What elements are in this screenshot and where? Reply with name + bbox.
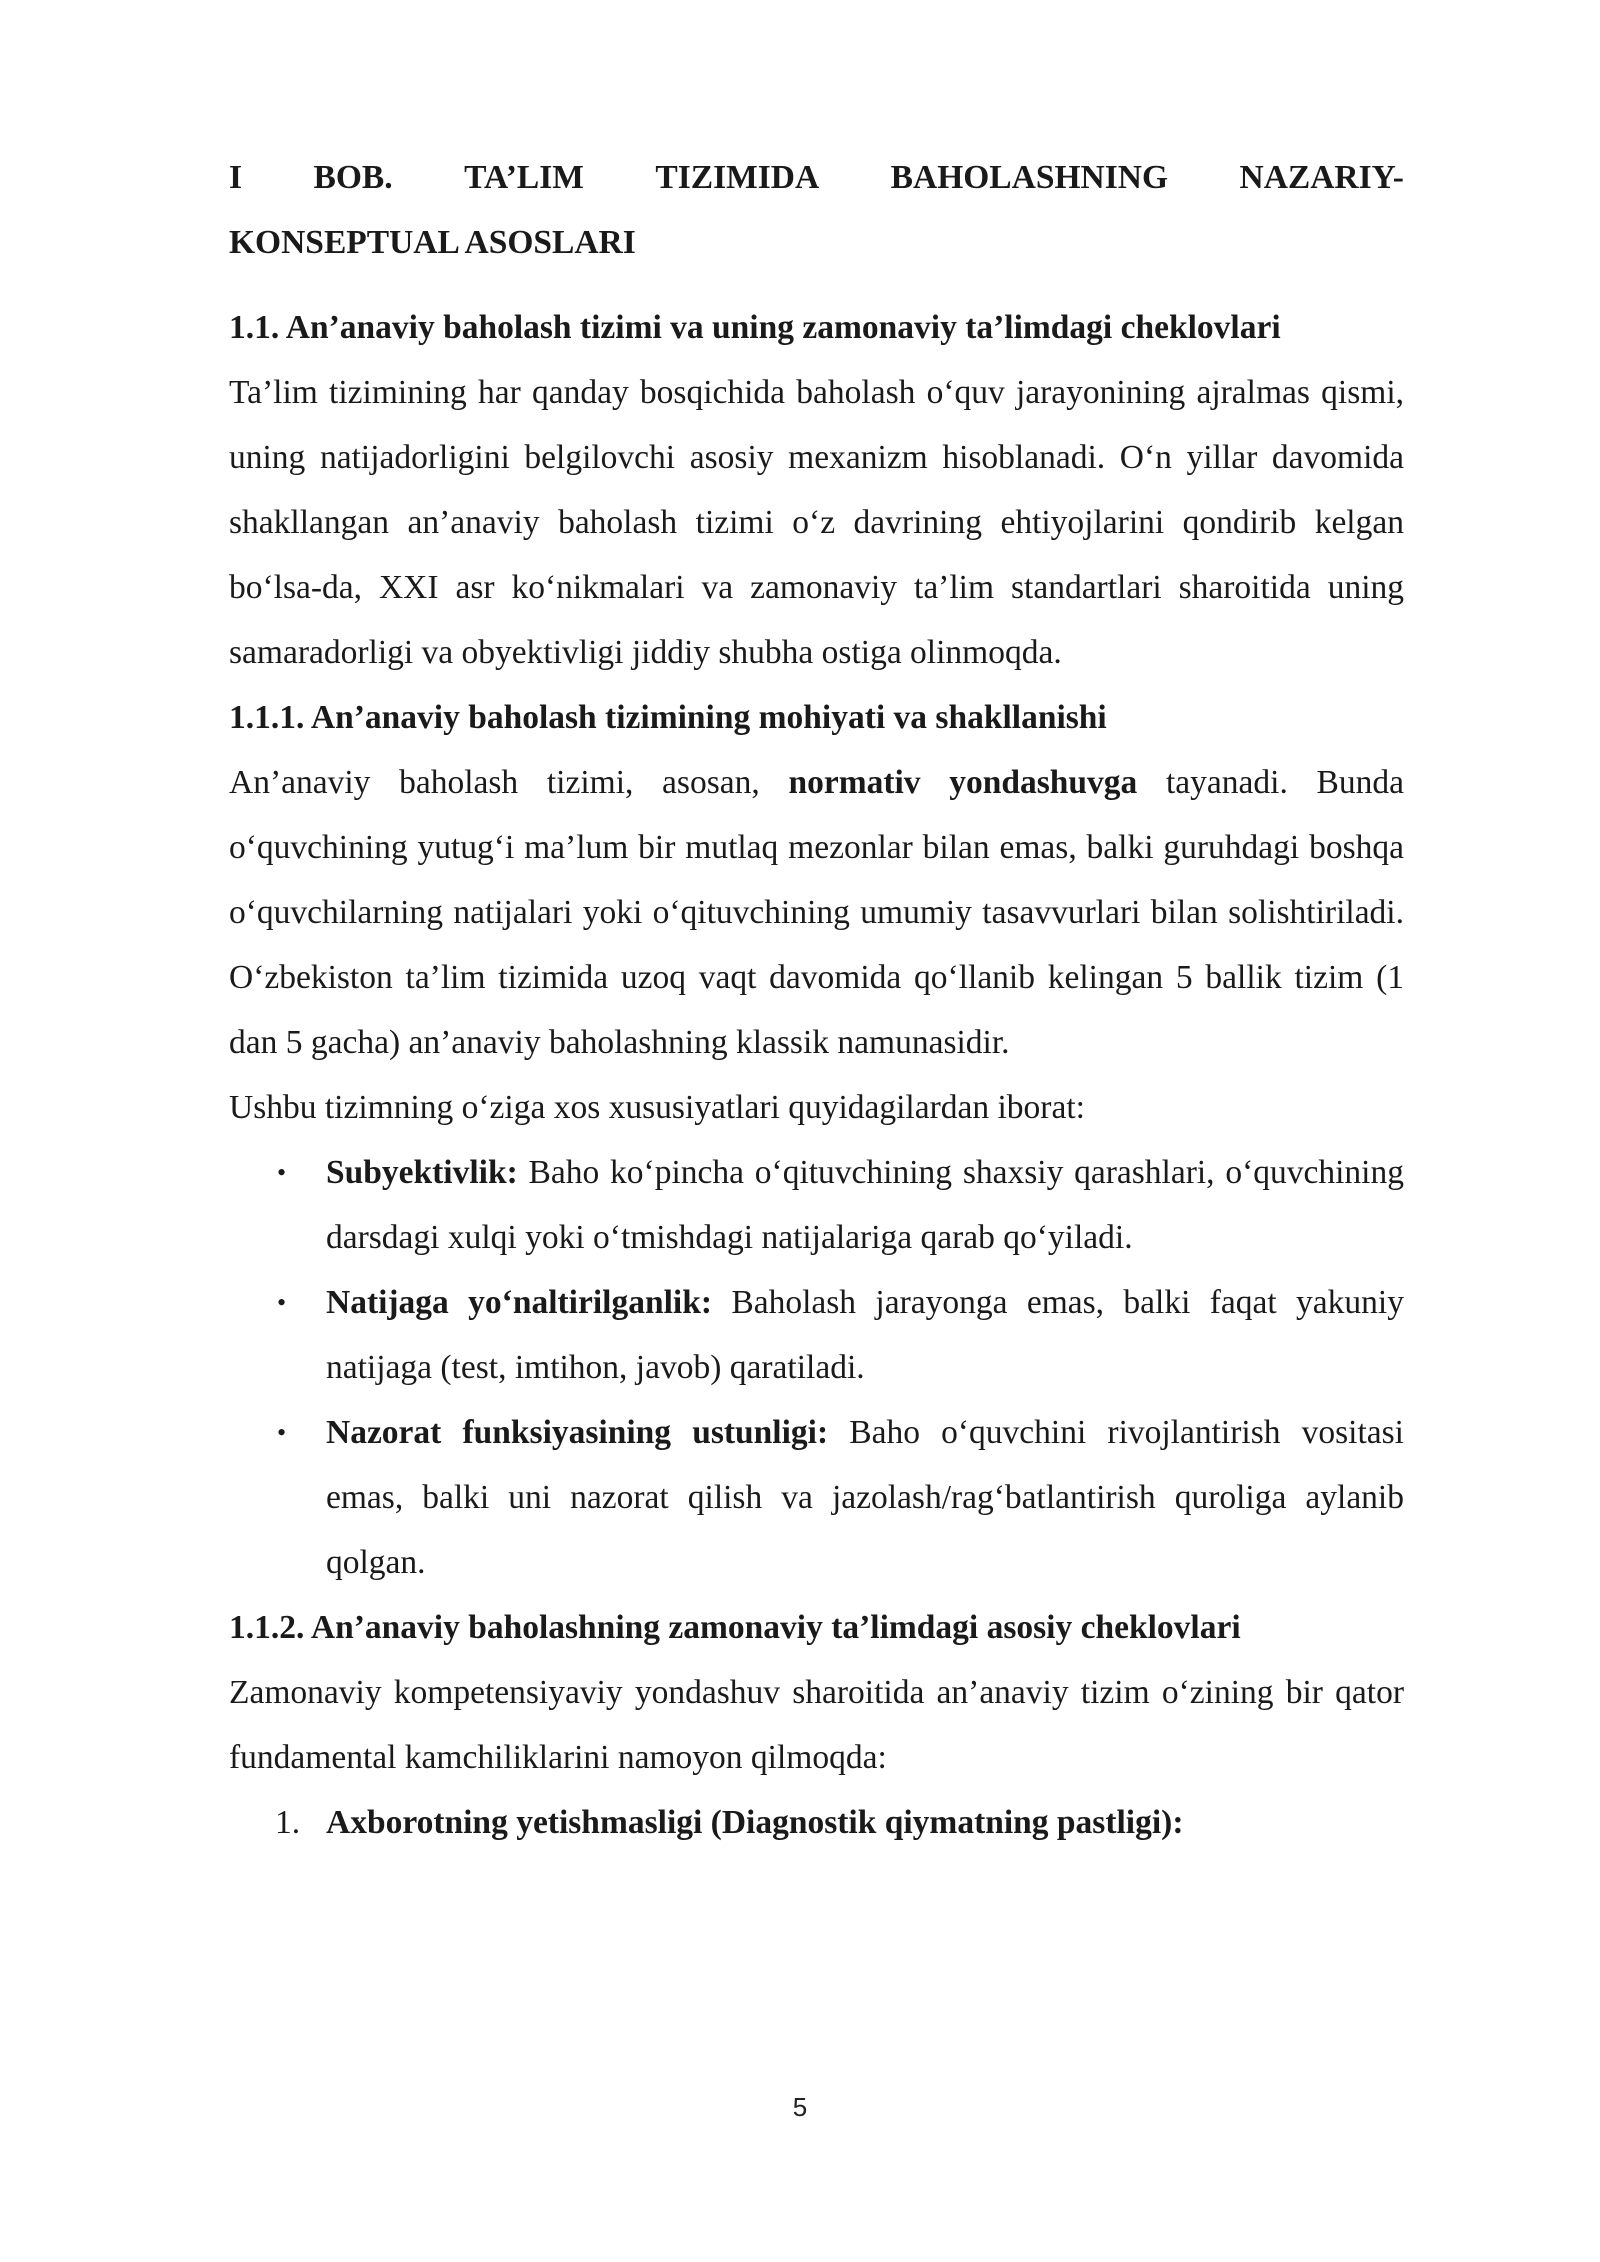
chapter-title-line-1 (229, 145, 1404, 210)
features-intro: Ushbu tizimning o‘ziga xos xususiyatlari quyidagilardan iborat: (229, 1089, 1085, 1126)
list-item-text: Baho o‘quvchini rivojlantirish vositasi emas, balki uni nazorat qilish va jazolash/rag‘batlantirish quroliga aylanib qolgan. (326, 1414, 1404, 1581)
list-item-text: Baho ko‘pincha o‘qituvchining shaxsiy qarashlari, o‘quvchining darsdagi xulqi yoki o‘tmishdagi natijalariga qarab qo‘yiladi. (326, 1154, 1404, 1256)
section-1-1-paragraph: Ta’lim tizimining har qanday bosqichida baholash o‘quv jarayonining ajralmas qismi, uning natijadorligini belgilovchi asosiy mexanizm hisoblanadi. O‘n yillar davomida shakllangan an’anaviy baholash tizimi o‘z davrining ehtiyojlarini qondirib kelgan bo‘lsa-da, XXI asr ko‘nikmalari va zamonaviy ta’lim standartlari sharoitida uning samaradorligi va obyektivligi jiddiy shubha ostiga olinmoqda. (229, 374, 1404, 671)
list-item-text: Baholash jarayonga emas, balki faqat yakuniy natijaga (test, imtihon, javob) qaratiladi. (326, 1284, 1404, 1386)
list-item-number: 1. (275, 1804, 301, 1841)
bullet-icon: • (277, 1288, 287, 1317)
list-item (229, 1790, 1404, 1855)
list-item-title: Subyektivlik: (326, 1154, 518, 1191)
paragraph-text: tayanadi. Bunda o‘quvchining yutug‘i ma’lum bir mutlaq mezonlar bilan emas, balki guruhdagi boshqa o‘quvchilarning natijalari yoki o‘qituvchining umumiy tasavvurlari bilan solishtiriladi. O‘zbekiston ta’lim tizimida uzoq vaqt davomida qo‘llanib kelingan 5 ballik tizim (1 dan 5 gacha) an’anaviy baholashning klassik namunasidir. (229, 764, 1404, 1061)
section-1-1-1-paragraph (229, 750, 1404, 1075)
section-heading-1-1: 1.1. An’anaviy baholash tizimi va uning zamonaviy ta’limdagi cheklovlari (229, 309, 1281, 346)
chapter-word: NAZARIY- (1239, 159, 1404, 196)
features-list (229, 1140, 1404, 1595)
limitations-list (229, 1790, 1404, 1855)
list-item-title: Nazorat funksiyasining ustunligi: (326, 1414, 829, 1451)
section-heading-1-1-1: 1.1.1. An’anaviy baholash tizimining mohiyati va shakllanishi (229, 699, 1107, 736)
chapter-title (229, 145, 1404, 275)
chapter-word: BOB. (313, 159, 393, 196)
list-item (229, 1270, 1404, 1400)
bullet-icon: • (277, 1418, 287, 1447)
chapter-word: BAHOLASHNING (890, 159, 1169, 196)
list-item-title: Natijaga yo‘naltirilganlik: (326, 1284, 712, 1321)
list-item (229, 1400, 1404, 1595)
document-page (229, 145, 1404, 1855)
list-item (229, 1140, 1404, 1270)
page-number: 5 (792, 2092, 808, 2122)
paragraph-bold-term: normativ yondashuvga (788, 764, 1138, 801)
section-heading-1-1-2: 1.1.2. An’anaviy baholashning zamonaviy ta’limdagi asosiy cheklovlari (229, 1609, 1241, 1646)
chapter-title-line-2: KONSEPTUAL ASOSLARI (229, 224, 636, 261)
paragraph-text: An’anaviy baholash tizimi, asosan, (229, 764, 789, 801)
section-1-1-2-paragraph: Zamonaviy kompetensiyaviy yondashuv sharoitida an’anaviy tizim o‘zining bir qator fundamental kamchiliklarini namoyon qilmoqda: (229, 1674, 1404, 1776)
chapter-word: TIZIMIDA (655, 159, 820, 196)
chapter-word: I (229, 159, 243, 196)
bullet-icon: • (277, 1158, 287, 1187)
list-item-title: Axborotning yetishmasligi (Diagnostik qiymatning pastligi): (326, 1804, 1184, 1841)
chapter-word: TA’LIM (464, 159, 584, 196)
